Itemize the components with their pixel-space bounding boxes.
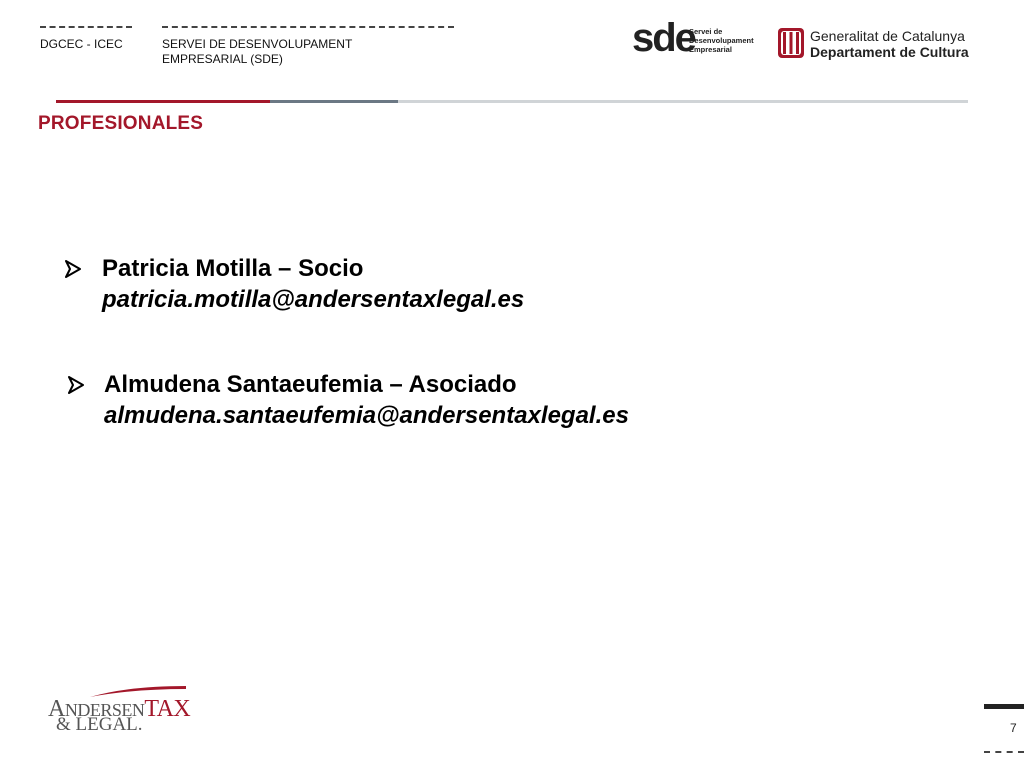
- corner-bar: [984, 704, 1024, 709]
- generalitat-logo: [778, 28, 988, 62]
- bullet-arrow-icon: [64, 260, 82, 278]
- header-org-left: DGCEC - ICEC: [40, 37, 123, 51]
- header-dash-left: [40, 26, 132, 28]
- bullet-arrow-icon: [67, 376, 85, 394]
- contact-item: [102, 253, 524, 315]
- contact-name-role: Patricia Motilla – Socio: [102, 255, 364, 282]
- accent-rule-red: [56, 100, 270, 103]
- header-org-middle: [162, 37, 352, 67]
- sde-logo-sub-line3: Empresarial: [689, 45, 732, 54]
- generalitat-line2: Departament de Cultura: [810, 44, 969, 60]
- andersen-logo-line2: & LEGAL.: [56, 714, 143, 735]
- accent-rule-gray: [270, 100, 398, 103]
- sde-logo-sub-line2: Desenvolupament: [689, 36, 754, 45]
- andersen-logo: [48, 684, 208, 736]
- generalitat-line1: Generalitat de Catalunya: [810, 28, 965, 44]
- andersen-name: NDERSEN: [64, 700, 145, 720]
- section-title: PROFESIONALES: [38, 113, 204, 134]
- contact-email: patricia.motilla@andersentaxlegal.es: [102, 286, 525, 313]
- page-number: 7: [1010, 721, 1017, 735]
- footer-dash: [984, 751, 1024, 753]
- contact-item: [104, 369, 629, 431]
- contact-name-role: Almudena Santaeufemia – Asociado: [104, 371, 517, 398]
- contact-email: almudena.santaeufemia@andersentaxlegal.es: [104, 402, 629, 429]
- header-dash-middle: [162, 26, 454, 28]
- sde-logo-subtitle: [689, 27, 754, 54]
- sde-logo: [632, 16, 754, 64]
- andersen-tax: TAX: [144, 696, 191, 722]
- catalan-flag-icon: [778, 28, 804, 58]
- header-org-middle-line1: SERVEI DE DESENVOLUPAMENT: [162, 37, 353, 51]
- accent-rule-light: [398, 100, 968, 103]
- sde-logo-word: sde: [632, 16, 695, 60]
- andersen-initial: A: [48, 696, 65, 722]
- sde-logo-sub-line1: Servei de: [689, 27, 723, 36]
- header-org-middle-line2: EMPRESARIAL (SDE): [162, 52, 283, 66]
